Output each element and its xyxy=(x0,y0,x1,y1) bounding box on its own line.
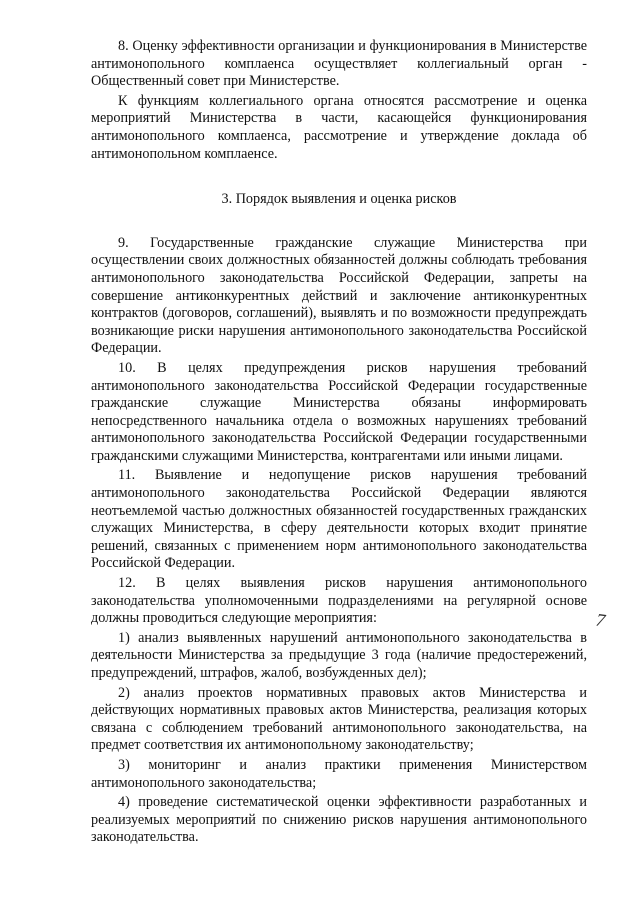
section-heading: 3. Порядок выявления и оценка рисков xyxy=(221,191,457,208)
paragraph-collegial-functions: К функциям коллегиального органа относятся рассмотрение и оценка мероприятий Министерства в части, касающейся функционирования антимонопольного комплаенса, рассмотрение и утверждение доклада об антимонопольном комплаенсе. xyxy=(91,92,587,162)
document-page xyxy=(91,38,587,849)
paragraph-11: 11. Выявление и недопущение рисков нарушения требований антимонопольного законодательства Российской Федерации являются неотъемлемой частью должностных обязанностей государственных гражданских служащих Министерства, в сферу деятельности которых входит принятие решений, связанных с применением норм антимонопольного законодательства Российской Федерации. xyxy=(91,467,587,572)
list-item-4: 4) проведение систематической оценки эффективности разработанных и реализуемых мероприятий по снижению рисков нарушения антимонопольного законодательства. xyxy=(91,794,587,846)
paragraph-12: 12. В целях выявления рисков нарушения антимонопольного законодательства уполномоченными подразделениями на регулярной основе должны проводиться следующие мероприятия: xyxy=(91,575,587,627)
paragraph-10: 10. В целях предупреждения рисков нарушения требований антимонопольного законодательства Российской Федерации государственные гражданские служащие Министерства обязаны информировать непосредственного начальника отдела о возможных нарушениях требований антимонопольного законодательства Российской Федерации государственными гражданскими служащими Министерства, контрагентами или иными лицами. xyxy=(91,359,587,464)
paragraph-9: 9. Государственные гражданские служащие Министерства при осуществлении своих должностных обязанностей должны соблюдать требования антимонопольного законодательства Российской Федерации, запреты на совершение антиконкурентных действий и заключение антиконкурентных контрактов (договоров, соглашений), выявлять и по возможности предупреждать возникающие риски нарушения антимонопольного законодательства Российской Федерации. xyxy=(91,234,587,357)
list-item-2: 2) анализ проектов нормативных правовых актов Министерства и действующих нормативных правовых актов Министерства, реализация которых связана с соблюдением требований антимонопольного законодательства, на предмет соответствия их антимонопольному законодательству; xyxy=(91,684,587,754)
handwritten-margin-mark: 7 xyxy=(594,609,607,631)
list-item-1: 1) анализ выявленных нарушений антимонопольного законодательства в деятельности Министерства за предыдущие 3 года (наличие предостережений, предупреждений, штрафов, жалоб, возбужденных дел); xyxy=(91,629,587,681)
paragraph-8: 8. Оценку эффективности организации и функционирования в Министерстве антимонопольного комплаенса осуществляет коллегиальный орган - Общественный совет при Министерстве. xyxy=(91,38,587,90)
list-item-3: 3) мониторинг и анализ практики применения Министерством антимонопольного законодательства; xyxy=(91,756,587,791)
